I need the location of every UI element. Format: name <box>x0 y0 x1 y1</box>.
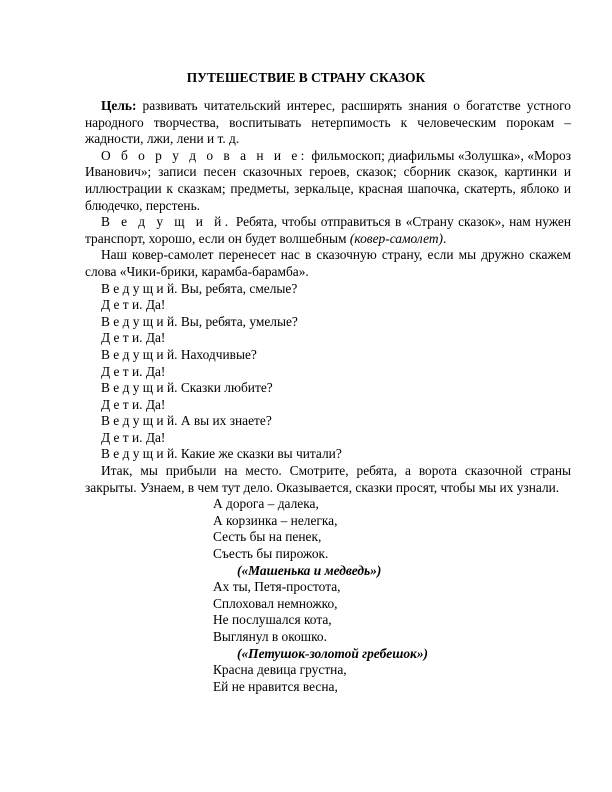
line-text: Вы, ребята, смелые? <box>177 280 298 296</box>
speaker-host: В е д у щ и й. <box>101 313 178 329</box>
poem-line: Сесть бы на пенек, <box>213 529 322 545</box>
poem-source: («Петушок-золотой гребешок») <box>237 645 428 661</box>
poem-line: Ей не нравится весна, <box>213 678 338 694</box>
dialogue-line <box>85 397 571 414</box>
line-text: Находчивые? <box>177 346 257 362</box>
dialogue-line <box>85 314 571 331</box>
poem-source: («Машенька и медведь») <box>237 562 382 578</box>
poem-line: А корзинка – нелегка, <box>213 512 338 528</box>
dialogue-line <box>85 446 571 463</box>
goal-paragraph <box>85 98 571 148</box>
page-title: ПУТЕШЕСТВИЕ В СТРАНУ СКАЗОК <box>186 70 426 85</box>
goal-label: Цель: <box>101 98 137 113</box>
equipment-label: О б о р у д о в а н и е: <box>101 147 308 163</box>
line-text: Да! <box>142 297 166 313</box>
document-body <box>85 98 571 695</box>
poem-line: Красна девица грустна, <box>213 662 347 678</box>
dialogue-line <box>85 413 571 430</box>
speaker-children: Д е т и. <box>101 396 143 412</box>
speaker-host: В е д у щ и й. <box>101 380 178 396</box>
goal-text: развивать читательский интерес, расширять знания о богатстве устного народного творчества, воспитывать нетерпимость к человеческим порокам – жадности, лжи, лени и т. д. <box>85 98 571 147</box>
dialogue-line <box>85 330 571 347</box>
dialogue-line <box>85 380 571 397</box>
dialogue-line <box>85 297 571 314</box>
poem-line: Выглянул в окошко. <box>213 629 327 644</box>
speaker-host: В е д у щ и й. <box>101 413 178 429</box>
line-text: Сказки любите? <box>177 380 273 396</box>
line-text: Да! <box>142 330 166 346</box>
poem-line: Сплоховал немножко, <box>213 595 338 611</box>
speaker-host: В е д у щ и й. <box>101 446 178 462</box>
equipment-text: фильмоскоп; диафильмы «Золушка», «Мороз Иванович»; записи песен сказочных героев, сказок; сборник сказок, картинки и иллюстрации к сказкам; предметы, зеркальце, красная шапочка, скатерть, яблоко и блюдечко, перстень. <box>85 147 571 213</box>
poem-block <box>213 496 571 695</box>
line-text: А вы их знаете? <box>177 413 272 429</box>
intro-end: . <box>442 230 447 246</box>
line-text: Какие же сказки вы читали? <box>177 446 342 462</box>
speaker-host: В е д у щ и й. <box>101 280 178 296</box>
intro-paragraph <box>85 214 571 247</box>
poem-line: А дорога – далека, <box>213 496 319 512</box>
dialogue-line <box>85 364 571 381</box>
dialogue-line <box>85 347 571 364</box>
intro-text: Ребята, чтобы отправиться в «Страну сказок», нам нужен транспорт, хорошо, если он будет волшебным <box>85 214 572 246</box>
intro-italic: (ковер-самолет) <box>349 230 443 246</box>
speaker-children: Д е т и. <box>101 297 143 313</box>
speaker-host: В е д у щ и й. <box>101 346 178 362</box>
line-text: Да! <box>142 396 166 412</box>
speaker-children: Д е т и. <box>101 429 143 445</box>
speaker-children: Д е т и. <box>101 363 143 379</box>
intro-speaker: В е д у щ и й. <box>101 214 232 230</box>
equipment-paragraph <box>85 148 571 214</box>
line-text: Да! <box>142 363 166 379</box>
carpet-paragraph: Наш ковер-самолет перенесет нас в сказочную страну, если мы дружно скажем слова «Чики-брики, карамба-барамба». <box>85 247 571 279</box>
speaker-children: Д е т и. <box>101 330 143 346</box>
line-text: Да! <box>142 429 166 445</box>
dialogue-line <box>85 281 571 298</box>
poem-line: Ах ты, Петя-простота, <box>213 579 341 595</box>
line-text: Вы, ребята, умелые? <box>177 313 298 329</box>
dialogue-line <box>85 430 571 447</box>
poem-line: Не послушался кота, <box>213 612 332 628</box>
arrival-paragraph: Итак, мы прибыли на место. Смотрите, ребята, а ворота сказочной страны закрыты. Узнаем, в чем тут дело. Оказывается, сказки просят, чтобы мы их узнали. <box>85 463 571 495</box>
poem-line: Съесть бы пирожок. <box>213 546 329 562</box>
